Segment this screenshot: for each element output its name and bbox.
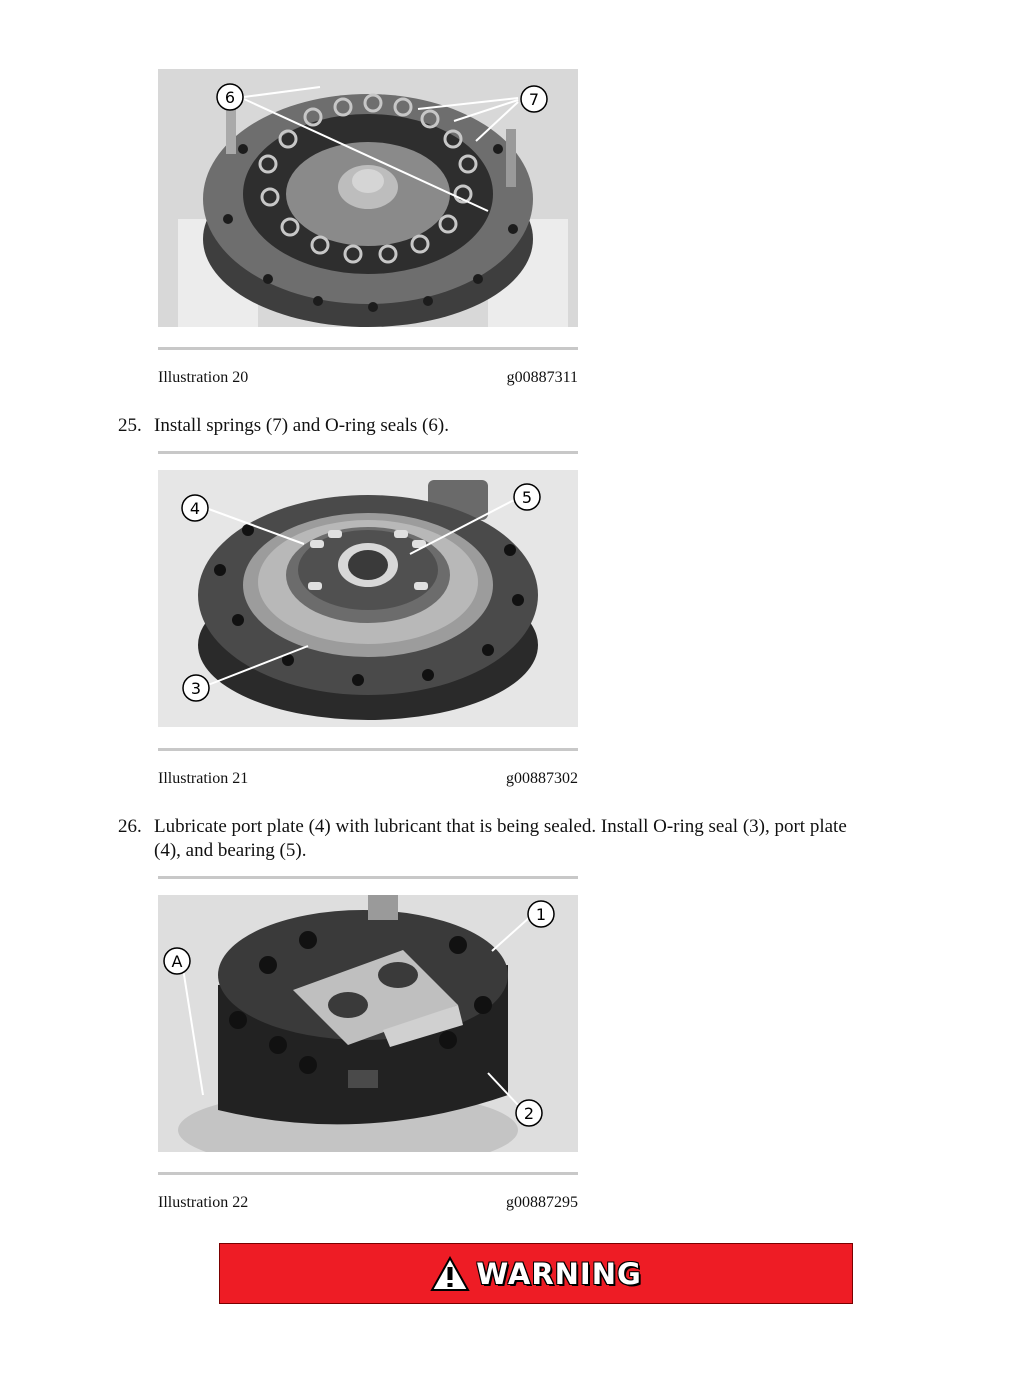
callout-5-label: 5 xyxy=(521,488,533,507)
illustration-20-caption xyxy=(158,369,578,387)
caption-code: g00887302 xyxy=(506,770,578,787)
divider xyxy=(158,347,578,350)
callout-A-label: A xyxy=(171,952,183,971)
illustration-22-caption xyxy=(158,1194,578,1212)
illustration-21-photo xyxy=(158,470,578,727)
step-text-line-2: (4), and bearing (5). xyxy=(154,840,307,861)
callout-7-label: 7 xyxy=(528,90,540,109)
illustration-22-photo xyxy=(158,895,578,1152)
caption-label: Illustration 22 xyxy=(158,1194,249,1211)
caption-code: g00887295 xyxy=(506,1194,578,1211)
step-number: 25. xyxy=(118,415,142,436)
warning-triangle-icon xyxy=(430,1256,470,1292)
step-text-line-1: Lubricate port plate (4) with lubricant that is being sealed. Install O-ring seal (3), port plate xyxy=(154,816,847,837)
caption-label: Illustration 21 xyxy=(158,770,249,787)
divider xyxy=(158,451,578,454)
warning-label: WARNING xyxy=(476,1256,642,1291)
caption-code: g00887311 xyxy=(506,369,578,386)
step-number: 26. xyxy=(118,816,142,837)
divider xyxy=(158,876,578,879)
step-text: Install springs (7) and O-ring seals (6). xyxy=(154,415,449,436)
caption-label: Illustration 20 xyxy=(158,369,249,386)
callout-3-label: 3 xyxy=(190,679,202,698)
warning-banner xyxy=(219,1243,853,1304)
divider xyxy=(158,1172,578,1175)
illustration-20-photo xyxy=(158,69,578,327)
divider xyxy=(158,748,578,751)
callout-1-label: 1 xyxy=(535,905,547,924)
illustration-21-caption xyxy=(158,770,578,788)
callout-6-label: 6 xyxy=(224,88,236,107)
callout-2-label: 2 xyxy=(523,1104,535,1123)
callout-4-label: 4 xyxy=(189,499,201,518)
